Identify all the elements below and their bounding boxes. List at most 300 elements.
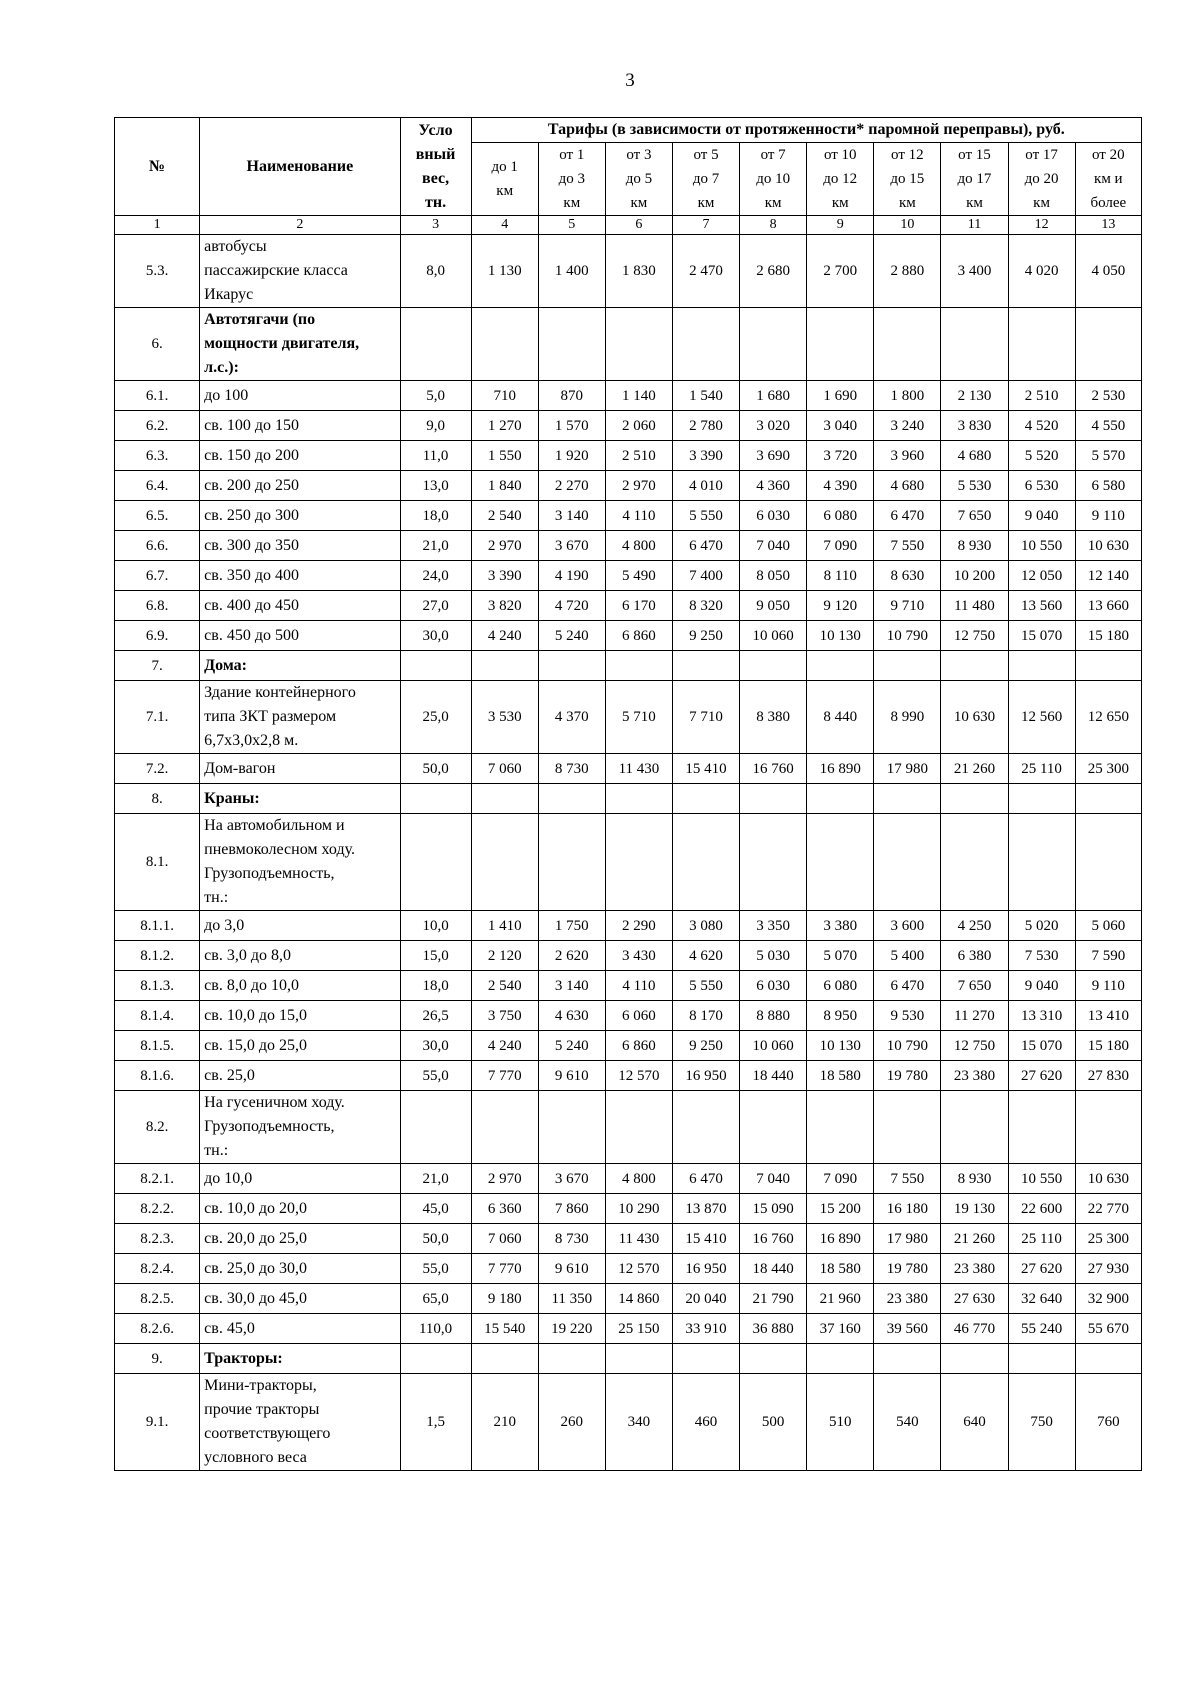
table-row xyxy=(115,411,1142,441)
row-name-line: прочие тракторы xyxy=(204,1401,320,1418)
tariff-cell: 6 860 xyxy=(605,1031,672,1061)
row-name xyxy=(200,1224,400,1254)
row-name xyxy=(200,784,400,814)
tariff-cell: 3 140 xyxy=(538,501,605,531)
tariff-cell: 1 540 xyxy=(672,381,739,411)
tariff-cell: 4 020 xyxy=(1008,235,1075,308)
table-row xyxy=(115,501,1142,531)
header-distance-line: км и xyxy=(1094,171,1123,187)
row-name-line: Грузоподъемность, xyxy=(204,1118,335,1135)
tariff-cell: 10 060 xyxy=(740,621,807,651)
column-number: 12 xyxy=(1008,216,1075,235)
row-name-line: автобусы xyxy=(204,238,267,255)
tariff-cell: 7 550 xyxy=(874,531,941,561)
tariff-cell: 8 320 xyxy=(672,591,739,621)
header-distance xyxy=(538,143,605,216)
row-name-line: Икарус xyxy=(204,286,254,303)
tariff-cell: 5 240 xyxy=(538,1031,605,1061)
tariff-cell: 12 750 xyxy=(941,621,1008,651)
row-name-line: св. 150 до 200 xyxy=(204,446,299,464)
tariff-cell: 16 890 xyxy=(807,1224,874,1254)
tariff-cell: 6 380 xyxy=(941,941,1008,971)
tariff-cell xyxy=(605,1091,672,1164)
header-distance-line: до 5 xyxy=(625,171,653,187)
column-number: 9 xyxy=(807,216,874,235)
row-weight: 18,0 xyxy=(400,971,471,1001)
row-name xyxy=(200,1314,400,1344)
row-code: 8.1.5. xyxy=(115,1031,200,1061)
header-distance-line: от 20 xyxy=(1092,147,1125,163)
row-name-line: соответствующего xyxy=(204,1425,331,1442)
header-weight-line: вес, xyxy=(422,169,450,187)
tariff-cell: 1 410 xyxy=(471,911,538,941)
row-name xyxy=(200,971,400,1001)
tariff-cell: 15 070 xyxy=(1008,1031,1075,1061)
row-code: 8.1.4. xyxy=(115,1001,200,1031)
row-weight: 65,0 xyxy=(400,1284,471,1314)
header-distance-line: до 15 xyxy=(890,171,925,187)
tariff-cell: 7 060 xyxy=(471,1224,538,1254)
tariff-cell: 19 780 xyxy=(874,1061,941,1091)
tariff-cell: 8 930 xyxy=(941,1164,1008,1194)
column-number: 7 xyxy=(672,216,739,235)
table-row xyxy=(115,1031,1142,1061)
header-distance-line: до 12 xyxy=(823,171,858,187)
tariff-cell: 8 930 xyxy=(941,531,1008,561)
tariff-cell xyxy=(605,1344,672,1374)
row-weight: 21,0 xyxy=(400,1164,471,1194)
header-distance-line: до 17 xyxy=(957,171,992,187)
tariff-cell xyxy=(672,651,739,681)
tariff-cell: 9 180 xyxy=(471,1284,538,1314)
tariff-cell: 8 990 xyxy=(874,681,941,754)
row-code: 6.6. xyxy=(115,531,200,561)
header-distance-line: от 12 xyxy=(891,147,924,163)
tariff-cell: 16 760 xyxy=(740,754,807,784)
tariff-cell: 2 700 xyxy=(807,235,874,308)
tariff-cell: 2 130 xyxy=(941,381,1008,411)
header-distance xyxy=(740,143,807,216)
tariff-cell: 5 520 xyxy=(1008,441,1075,471)
tariff-cell: 2 970 xyxy=(471,1164,538,1194)
tariff-cell: 27 620 xyxy=(1008,1254,1075,1284)
tariff-cell xyxy=(471,1344,538,1374)
tariff-cell: 2 780 xyxy=(672,411,739,441)
row-name-line: св. 450 до 500 xyxy=(204,626,299,644)
row-weight: 11,0 xyxy=(400,441,471,471)
row-code: 6.9. xyxy=(115,621,200,651)
tariff-cell: 13 310 xyxy=(1008,1001,1075,1031)
header-distance-line: до 10 xyxy=(756,171,791,187)
tariff-cell: 8 170 xyxy=(672,1001,739,1031)
table-row xyxy=(115,1344,1142,1374)
tariff-cell: 2 470 xyxy=(672,235,739,308)
row-name xyxy=(200,561,400,591)
header-distance-line: км xyxy=(966,195,983,211)
header-weight-line: тн. xyxy=(425,193,447,211)
row-weight xyxy=(400,1344,471,1374)
tariff-cell: 4 630 xyxy=(538,1001,605,1031)
tariff-cell: 4 720 xyxy=(538,591,605,621)
row-name-line: св. 250 до 300 xyxy=(204,506,299,524)
row-name xyxy=(200,471,400,501)
header-weight xyxy=(400,118,471,216)
header-row-column-numbers xyxy=(115,216,1142,235)
tariff-cell: 540 xyxy=(874,1374,941,1471)
row-name xyxy=(200,1061,400,1091)
tariff-cell: 9 250 xyxy=(672,1031,739,1061)
tariff-cell: 3 430 xyxy=(605,941,672,971)
tariff-cell: 7 770 xyxy=(471,1061,538,1091)
row-name xyxy=(200,911,400,941)
row-name-line: св. 10,0 до 15,0 xyxy=(204,1006,307,1024)
header-distance-line: км xyxy=(831,195,849,211)
header-distance-line: км xyxy=(630,195,648,211)
tariff-cell: 8 440 xyxy=(807,681,874,754)
column-number: 5 xyxy=(538,216,605,235)
tariff-cell: 8 730 xyxy=(538,1224,605,1254)
tariff-cell: 6 860 xyxy=(605,621,672,651)
tariff-cell xyxy=(471,308,538,381)
tariff-cell xyxy=(605,651,672,681)
tariff-cell: 510 xyxy=(807,1374,874,1471)
tariff-cell: 12 570 xyxy=(605,1254,672,1284)
tariff-cell: 5 710 xyxy=(605,681,672,754)
row-code: 8. xyxy=(115,784,200,814)
row-code: 7.2. xyxy=(115,754,200,784)
tariff-cell xyxy=(807,651,874,681)
row-name-line: св. 350 до 400 xyxy=(204,566,299,584)
table-row xyxy=(115,1164,1142,1194)
tariff-cell: 3 670 xyxy=(538,531,605,561)
table-row xyxy=(115,1314,1142,1344)
row-name-line: св. 400 до 450 xyxy=(204,596,299,614)
table-row xyxy=(115,308,1142,381)
header-distance-line: от 7 xyxy=(760,147,786,163)
tariff-cell: 33 910 xyxy=(672,1314,739,1344)
tariff-cell: 10 130 xyxy=(807,1031,874,1061)
header-distance xyxy=(874,143,941,216)
tariff-cell xyxy=(538,651,605,681)
row-code: 5.3. xyxy=(115,235,200,308)
header-distance-line: до 7 xyxy=(692,171,720,187)
row-code: 6. xyxy=(115,308,200,381)
tariff-cell xyxy=(807,784,874,814)
row-name xyxy=(200,411,400,441)
tariff-cell: 710 xyxy=(471,381,538,411)
tariff-cell: 25 300 xyxy=(1075,1224,1141,1254)
row-name xyxy=(200,1374,400,1471)
tariff-cell: 9 610 xyxy=(538,1254,605,1284)
tariff-cell: 2 270 xyxy=(538,471,605,501)
tariff-cell xyxy=(807,308,874,381)
tariff-cell: 27 630 xyxy=(941,1284,1008,1314)
column-number: 2 xyxy=(200,216,400,235)
row-weight: 26,5 xyxy=(400,1001,471,1031)
row-code: 6.7. xyxy=(115,561,200,591)
table-row xyxy=(115,971,1142,1001)
column-number: 1 xyxy=(115,216,200,235)
tariff-cell xyxy=(941,1344,1008,1374)
tariff-cell xyxy=(1075,784,1141,814)
tariff-cell: 640 xyxy=(941,1374,1008,1471)
tariff-cell: 46 770 xyxy=(941,1314,1008,1344)
tariff-cell: 260 xyxy=(538,1374,605,1471)
tariff-cell xyxy=(672,784,739,814)
tariff-cell: 5 400 xyxy=(874,941,941,971)
tariff-cell xyxy=(471,814,538,911)
row-name-line: св. 10,0 до 20,0 xyxy=(204,1199,307,1217)
tariff-cell: 5 020 xyxy=(1008,911,1075,941)
tariff-cell: 340 xyxy=(605,1374,672,1471)
row-weight: 45,0 xyxy=(400,1194,471,1224)
tariff-cell xyxy=(1075,814,1141,911)
table-row xyxy=(115,1284,1142,1314)
tariff-cell: 10 630 xyxy=(1075,1164,1141,1194)
tariff-cell: 6 470 xyxy=(874,971,941,1001)
tariff-cell: 3 380 xyxy=(807,911,874,941)
tariff-cell: 10 790 xyxy=(874,1031,941,1061)
tariff-cell: 16 950 xyxy=(672,1254,739,1284)
tariff-cell: 2 540 xyxy=(471,501,538,531)
tariff-cell: 6 030 xyxy=(740,971,807,1001)
header-distance xyxy=(672,143,739,216)
tariff-cell: 10 790 xyxy=(874,621,941,651)
row-weight: 13,0 xyxy=(400,471,471,501)
tariff-cell: 3 960 xyxy=(874,441,941,471)
tariff-cell xyxy=(538,308,605,381)
tariff-cell: 3 530 xyxy=(471,681,538,754)
row-name xyxy=(200,814,400,911)
tariff-cell: 7 090 xyxy=(807,531,874,561)
header-distance-line: от 3 xyxy=(626,147,652,163)
tariff-cell: 1 130 xyxy=(471,235,538,308)
table-row xyxy=(115,381,1142,411)
row-weight: 110,0 xyxy=(400,1314,471,1344)
tariff-cell: 10 630 xyxy=(941,681,1008,754)
tariff-cell: 36 880 xyxy=(740,1314,807,1344)
header-distance-line: км xyxy=(1033,195,1050,211)
tariff-cell xyxy=(807,814,874,911)
tariff-cell: 55 670 xyxy=(1075,1314,1141,1344)
row-code: 8.2. xyxy=(115,1091,200,1164)
tariff-cell: 7 650 xyxy=(941,971,1008,1001)
tariff-cell: 6 470 xyxy=(672,531,739,561)
tariff-cell: 9 250 xyxy=(672,621,739,651)
tariff-cell: 3 830 xyxy=(941,411,1008,441)
tariff-cell: 9 110 xyxy=(1075,971,1141,1001)
header-distance-line: км xyxy=(697,195,715,211)
tariff-cell: 18 580 xyxy=(807,1254,874,1284)
row-name-line: Дом-вагон xyxy=(204,759,276,777)
tariff-cell: 16 180 xyxy=(874,1194,941,1224)
tariff-cell xyxy=(1075,651,1141,681)
header-distance xyxy=(605,143,672,216)
tariff-cell: 25 300 xyxy=(1075,754,1141,784)
row-name-line: На гусеничном ходу. xyxy=(204,1094,345,1111)
row-weight xyxy=(400,814,471,911)
row-code: 6.3. xyxy=(115,441,200,471)
tariff-cell: 4 190 xyxy=(538,561,605,591)
table-row xyxy=(115,235,1142,308)
tariff-cell xyxy=(941,651,1008,681)
table-row xyxy=(115,814,1142,911)
row-weight: 30,0 xyxy=(400,1031,471,1061)
tariff-cell: 4 800 xyxy=(605,1164,672,1194)
row-name-line: На автомобильном и xyxy=(204,817,345,834)
column-number: 3 xyxy=(400,216,471,235)
column-number: 13 xyxy=(1075,216,1141,235)
tariff-cell: 19 130 xyxy=(941,1194,1008,1224)
tariff-cell: 19 220 xyxy=(538,1314,605,1344)
tariff-cell: 10 550 xyxy=(1008,1164,1075,1194)
tariff-cell xyxy=(941,1091,1008,1164)
header-distance-line: км xyxy=(898,195,916,211)
tariff-cell xyxy=(740,1091,807,1164)
tariff-cell: 2 530 xyxy=(1075,381,1141,411)
tariff-cell: 32 640 xyxy=(1008,1284,1075,1314)
tariff-cell: 6 470 xyxy=(874,501,941,531)
tariff-cell xyxy=(538,814,605,911)
tariff-cell: 10 060 xyxy=(740,1031,807,1061)
tariff-cell: 1 920 xyxy=(538,441,605,471)
tariff-cell: 8 110 xyxy=(807,561,874,591)
tariff-cell: 1 690 xyxy=(807,381,874,411)
tariff-cell: 5 070 xyxy=(807,941,874,971)
row-name-line: мощности двигателя, xyxy=(204,335,360,352)
header-distance-line: до 3 xyxy=(558,171,585,187)
tariff-cell xyxy=(874,651,941,681)
row-name xyxy=(200,1031,400,1061)
header-distance-line: км xyxy=(563,195,581,211)
tariff-cell: 7 650 xyxy=(941,501,1008,531)
tariff-cell xyxy=(605,814,672,911)
header-distance xyxy=(471,143,538,216)
header-row-1 xyxy=(115,118,1142,143)
tariff-cell: 2 060 xyxy=(605,411,672,441)
header-distance xyxy=(807,143,874,216)
row-name xyxy=(200,754,400,784)
tariff-cell: 8 050 xyxy=(740,561,807,591)
tariff-cell: 4 110 xyxy=(605,971,672,1001)
tariff-cell: 4 680 xyxy=(941,441,1008,471)
header-distance-line: км xyxy=(496,183,514,199)
column-number: 6 xyxy=(605,216,672,235)
header-distance xyxy=(1008,143,1075,216)
tariff-cell: 11 350 xyxy=(538,1284,605,1314)
tariff-cell xyxy=(471,784,538,814)
tariff-cell: 9 120 xyxy=(807,591,874,621)
tariff-cell: 1 140 xyxy=(605,381,672,411)
tariff-cell: 21 260 xyxy=(941,1224,1008,1254)
tariff-cell: 11 430 xyxy=(605,754,672,784)
row-name xyxy=(200,1194,400,1224)
row-name-line: типа ЗКТ размером xyxy=(204,708,337,725)
row-code: 8.2.3. xyxy=(115,1224,200,1254)
row-code: 6.2. xyxy=(115,411,200,441)
tariff-cell: 21 790 xyxy=(740,1284,807,1314)
table-row xyxy=(115,621,1142,651)
table-row xyxy=(115,1001,1142,1031)
tariff-cell: 5 060 xyxy=(1075,911,1141,941)
row-weight: 8,0 xyxy=(400,235,471,308)
tariff-cell: 1 750 xyxy=(538,911,605,941)
tariff-cell: 750 xyxy=(1008,1374,1075,1471)
tariff-cell: 6 080 xyxy=(807,501,874,531)
header-distance-line: от 10 xyxy=(823,147,857,163)
tariff-cell xyxy=(538,1091,605,1164)
tariff-cell: 22 770 xyxy=(1075,1194,1141,1224)
tariff-cell: 2 540 xyxy=(471,971,538,1001)
tariff-cell: 8 730 xyxy=(538,754,605,784)
tariff-cell: 1 840 xyxy=(471,471,538,501)
tariff-cell: 11 270 xyxy=(941,1001,1008,1031)
tariff-cell: 4 240 xyxy=(471,1031,538,1061)
row-code: 8.1.1. xyxy=(115,911,200,941)
row-name-line: до 100 xyxy=(204,386,249,404)
tariff-cell: 15 540 xyxy=(471,1314,538,1344)
tariff-cell xyxy=(1008,784,1075,814)
column-number: 10 xyxy=(874,216,941,235)
tariff-cell: 2 510 xyxy=(605,441,672,471)
tariff-cell: 3 240 xyxy=(874,411,941,441)
row-name-line: Краны: xyxy=(204,789,260,807)
tariff-cell: 25 150 xyxy=(605,1314,672,1344)
row-name xyxy=(200,681,400,754)
tariff-cell: 6 360 xyxy=(471,1194,538,1224)
tariff-cell: 12 650 xyxy=(1075,681,1141,754)
tariff-cell xyxy=(672,1344,739,1374)
row-name xyxy=(200,1284,400,1314)
tariff-cell: 25 110 xyxy=(1008,1224,1075,1254)
row-name xyxy=(200,381,400,411)
row-name-line: Дома: xyxy=(204,656,247,674)
table-row xyxy=(115,784,1142,814)
column-number: 4 xyxy=(471,216,538,235)
row-name-line: св. 8,0 до 10,0 xyxy=(204,976,299,994)
tariff-cell: 3 690 xyxy=(740,441,807,471)
tariff-cell: 23 380 xyxy=(941,1061,1008,1091)
tariff-cell xyxy=(874,814,941,911)
table-row xyxy=(115,1091,1142,1164)
tariff-cell: 10 290 xyxy=(605,1194,672,1224)
tariff-cell xyxy=(807,1091,874,1164)
tariff-cell: 2 120 xyxy=(471,941,538,971)
tariff-cell: 10 550 xyxy=(1008,531,1075,561)
row-name-line: св. 45,0 xyxy=(204,1319,255,1337)
tariff-cell: 3 390 xyxy=(672,441,739,471)
row-weight: 15,0 xyxy=(400,941,471,971)
row-name xyxy=(200,235,400,308)
table-row xyxy=(115,911,1142,941)
tariff-cell: 3 720 xyxy=(807,441,874,471)
tariff-cell: 9 050 xyxy=(740,591,807,621)
row-name xyxy=(200,621,400,651)
row-name-line: тн.: xyxy=(204,889,229,906)
tariff-cell: 3 020 xyxy=(740,411,807,441)
row-name xyxy=(200,531,400,561)
tariff-cell: 3 400 xyxy=(941,235,1008,308)
row-name-line: св. 25,0 до 30,0 xyxy=(204,1259,307,1277)
row-name xyxy=(200,1001,400,1031)
tariff-cell xyxy=(874,784,941,814)
table-row xyxy=(115,754,1142,784)
header-weight-line: Усло xyxy=(418,121,453,139)
header-distance xyxy=(941,143,1008,216)
tariff-cell: 460 xyxy=(672,1374,739,1471)
row-name xyxy=(200,591,400,621)
tariff-cell: 15 090 xyxy=(740,1194,807,1224)
